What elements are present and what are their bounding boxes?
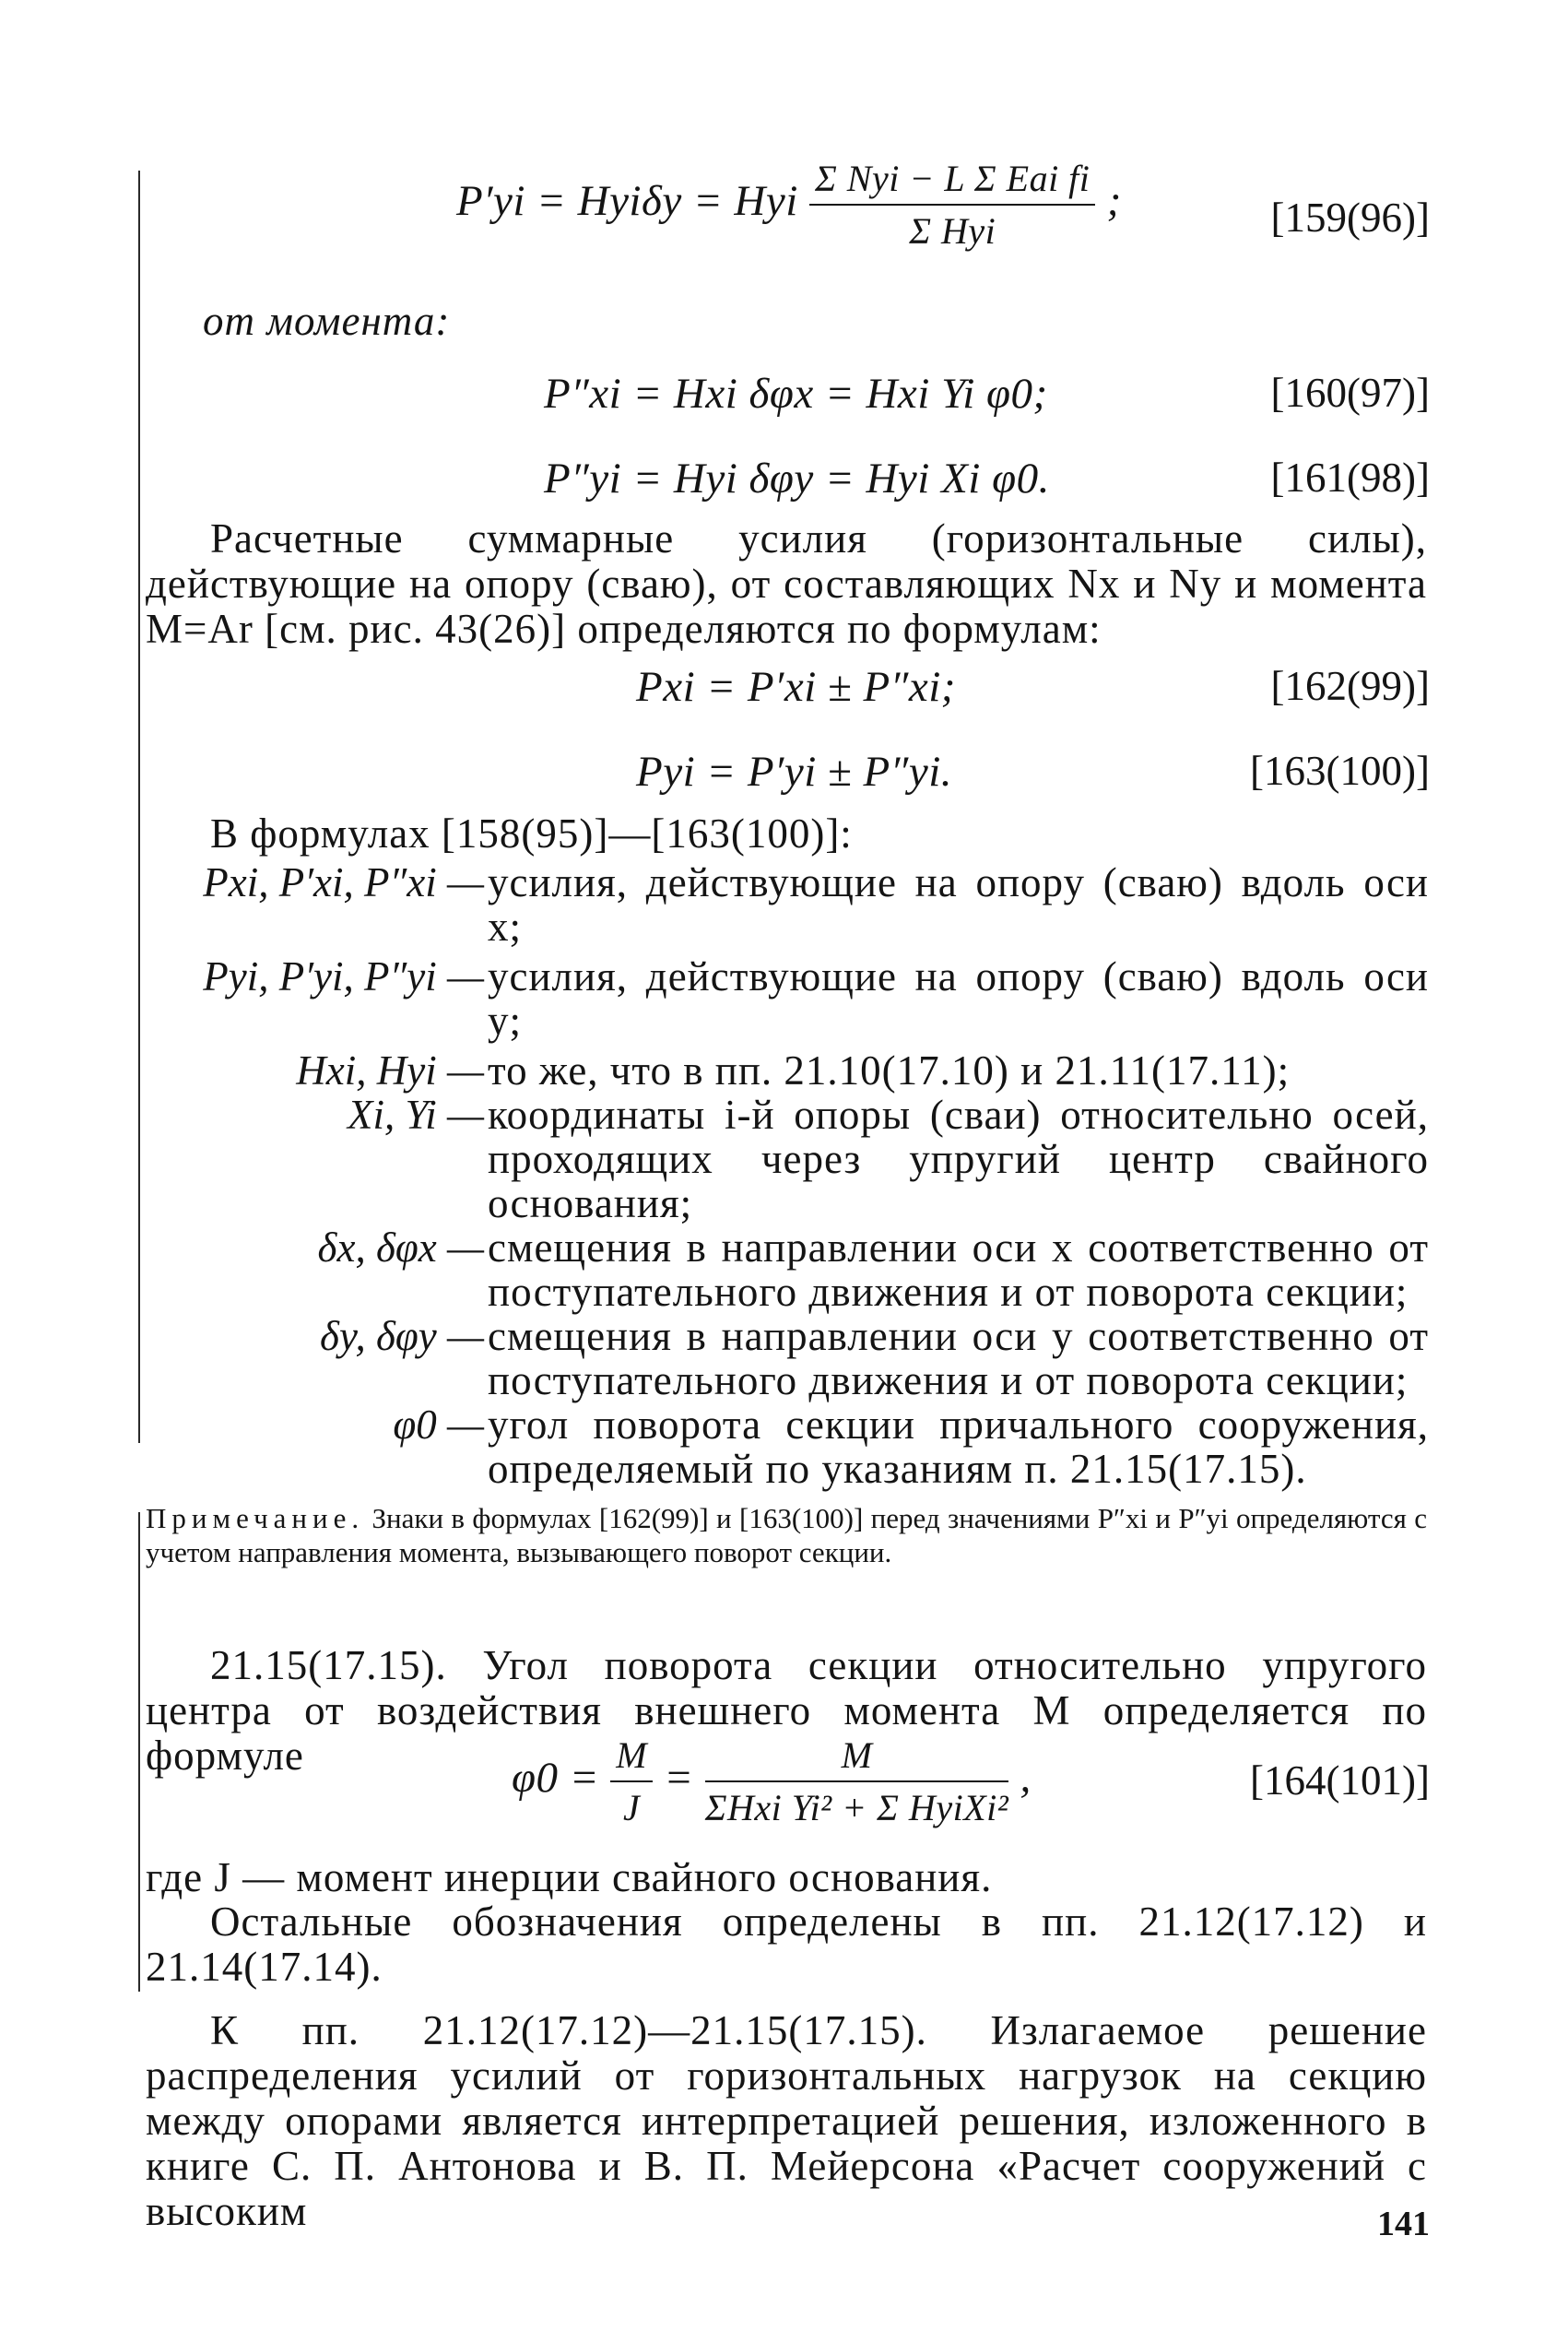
note-text: Знаки в формулах [162(99)] и [163(100)] перед значениями P″xi и P″yi определяются с учетом направления момента, вызывающего поворот секции.	[146, 1502, 1427, 1568]
formula-164-tail: ,	[1020, 1753, 1032, 1802]
definition-text: координаты i-й опоры (сваи) относительно осей, проходящих через упругий центр свайного основания;	[488, 1092, 1429, 1226]
formula-159-lhs: P′yi = Hyiδy = Hyi	[456, 176, 798, 225]
paragraph-section-21-15: 21.15(17.15). Угол поворота секции относительно упругого центра от воздействия внешнего момента M определяется по формуле	[146, 1642, 1427, 1779]
formula-164-fraction-2	[705, 1733, 1008, 1829]
note	[146, 1501, 1427, 1569]
paragraph-other-notation: Остальные обозначения определены в пп. 21.12(17.12) и 21.14(17.14).	[146, 1898, 1427, 1990]
formula-164-number: [164(101)]	[1250, 1757, 1430, 1804]
formula-159-denominator: Σ Hyi	[909, 210, 996, 252]
formula-160-number: [160(97)]	[1270, 370, 1430, 416]
definitions-list	[194, 860, 1429, 1491]
definition-item	[194, 1225, 1429, 1314]
moment-label: от момента:	[203, 298, 451, 344]
formula-162-number: [162(99)]	[1270, 663, 1430, 709]
formula-164-numerator-1: M	[610, 1733, 653, 1782]
formula-159-numerator: Σ Nyi − L Σ Eai fi	[809, 157, 1095, 206]
definition-term: Hxi, Hyi —	[296, 1047, 484, 1094]
definition-item	[194, 1402, 1429, 1491]
formula-164-fraction-1	[610, 1733, 653, 1829]
definition-term: Xi, Yi —	[348, 1092, 484, 1138]
definition-item	[194, 1314, 1429, 1402]
formula-161: P″yi = Hyi δφy = Hyi Xi φ0.	[544, 455, 1050, 503]
note-label: Примечание.	[146, 1502, 365, 1534]
margin-bar-bottom	[138, 1512, 140, 1992]
definition-text: смещения в направлении оси y соответственно от поступательного движения и от поворота секции;	[488, 1313, 1429, 1403]
definition-text: смещения в направлении оси x соответственно от поступательного движения и от поворота секции;	[488, 1224, 1429, 1315]
formula-159-number: [159(96)]	[1270, 195, 1430, 241]
paragraph-formulas-intro: В формулах [158(95)]—[163(100)]:	[210, 810, 853, 857]
formula-164-denominator-2: ΣHxi Yi² + Σ HyiXi²	[704, 1787, 1009, 1828]
formula-161-number: [161(98)]	[1270, 455, 1430, 501]
definition-item	[194, 1048, 1429, 1093]
paragraph-where-j: где J — момент инерции свайного основания.	[146, 1854, 993, 1900]
formula-164-equals: =	[664, 1753, 694, 1802]
formula-164-denominator-1: J	[623, 1787, 641, 1828]
definition-term: Pxi, P′xi, P″xi —	[203, 859, 484, 905]
formula-159-tail: ;	[1106, 176, 1122, 225]
paragraph-forces: Расчетные суммарные усилия (горизонтальные силы), действующие на опору (сваю), от составляющих Nx и Ny и момента M=Ar [см. рис. 43(26)] определяются по формулам:	[146, 515, 1427, 652]
paragraph-commentary: К пп. 21.12(17.12)—21.15(17.15). Излагаемое решение распределения усилий от горизонтальных нагрузок на секцию между опорами является интерпретацией решения, изложенного в книге С. П. Антонова и В. П. Мейерсона «Расчет сооружений с высоким	[146, 2007, 1427, 2234]
page-number: 141	[1377, 2205, 1430, 2243]
formula-162: Pxi = P′xi ± P″xi;	[636, 663, 956, 711]
formula-163-number: [163(100)]	[1250, 748, 1430, 794]
definition-term: φ0 —	[393, 1402, 484, 1448]
definition-text: усилия, действующие на опору (сваю) вдоль оси y;	[488, 953, 1429, 1044]
definition-text: то же, что в пп. 21.10(17.10) и 21.11(17.11);	[488, 1047, 1291, 1094]
margin-bar-top	[138, 171, 140, 1443]
definition-term: δy, δφy —	[320, 1313, 484, 1359]
formula-159	[456, 157, 1122, 253]
definition-item	[194, 860, 1429, 949]
definition-text: угол поворота секции причального сооружения, определяемый по указаниям п. 21.15(17.15).	[488, 1402, 1429, 1492]
formula-164	[512, 1733, 1032, 1829]
formula-159-fraction	[809, 157, 1095, 253]
definition-term: δx, δφx —	[317, 1224, 484, 1271]
definition-item	[194, 954, 1429, 1043]
formula-164-lhs: φ0 =	[512, 1753, 599, 1802]
definition-item	[194, 1093, 1429, 1225]
formula-164-numerator-2: M	[705, 1733, 1008, 1782]
definition-text: усилия, действующие на опору (сваю) вдоль оси x;	[488, 859, 1429, 950]
formula-163: Pyi = P′yi ± P″yi.	[636, 748, 953, 796]
definition-term: Pyi, P′yi, P″yi —	[203, 953, 484, 999]
formula-160: P″xi = Hxi δφx = Hxi Yi φ0;	[544, 370, 1048, 418]
